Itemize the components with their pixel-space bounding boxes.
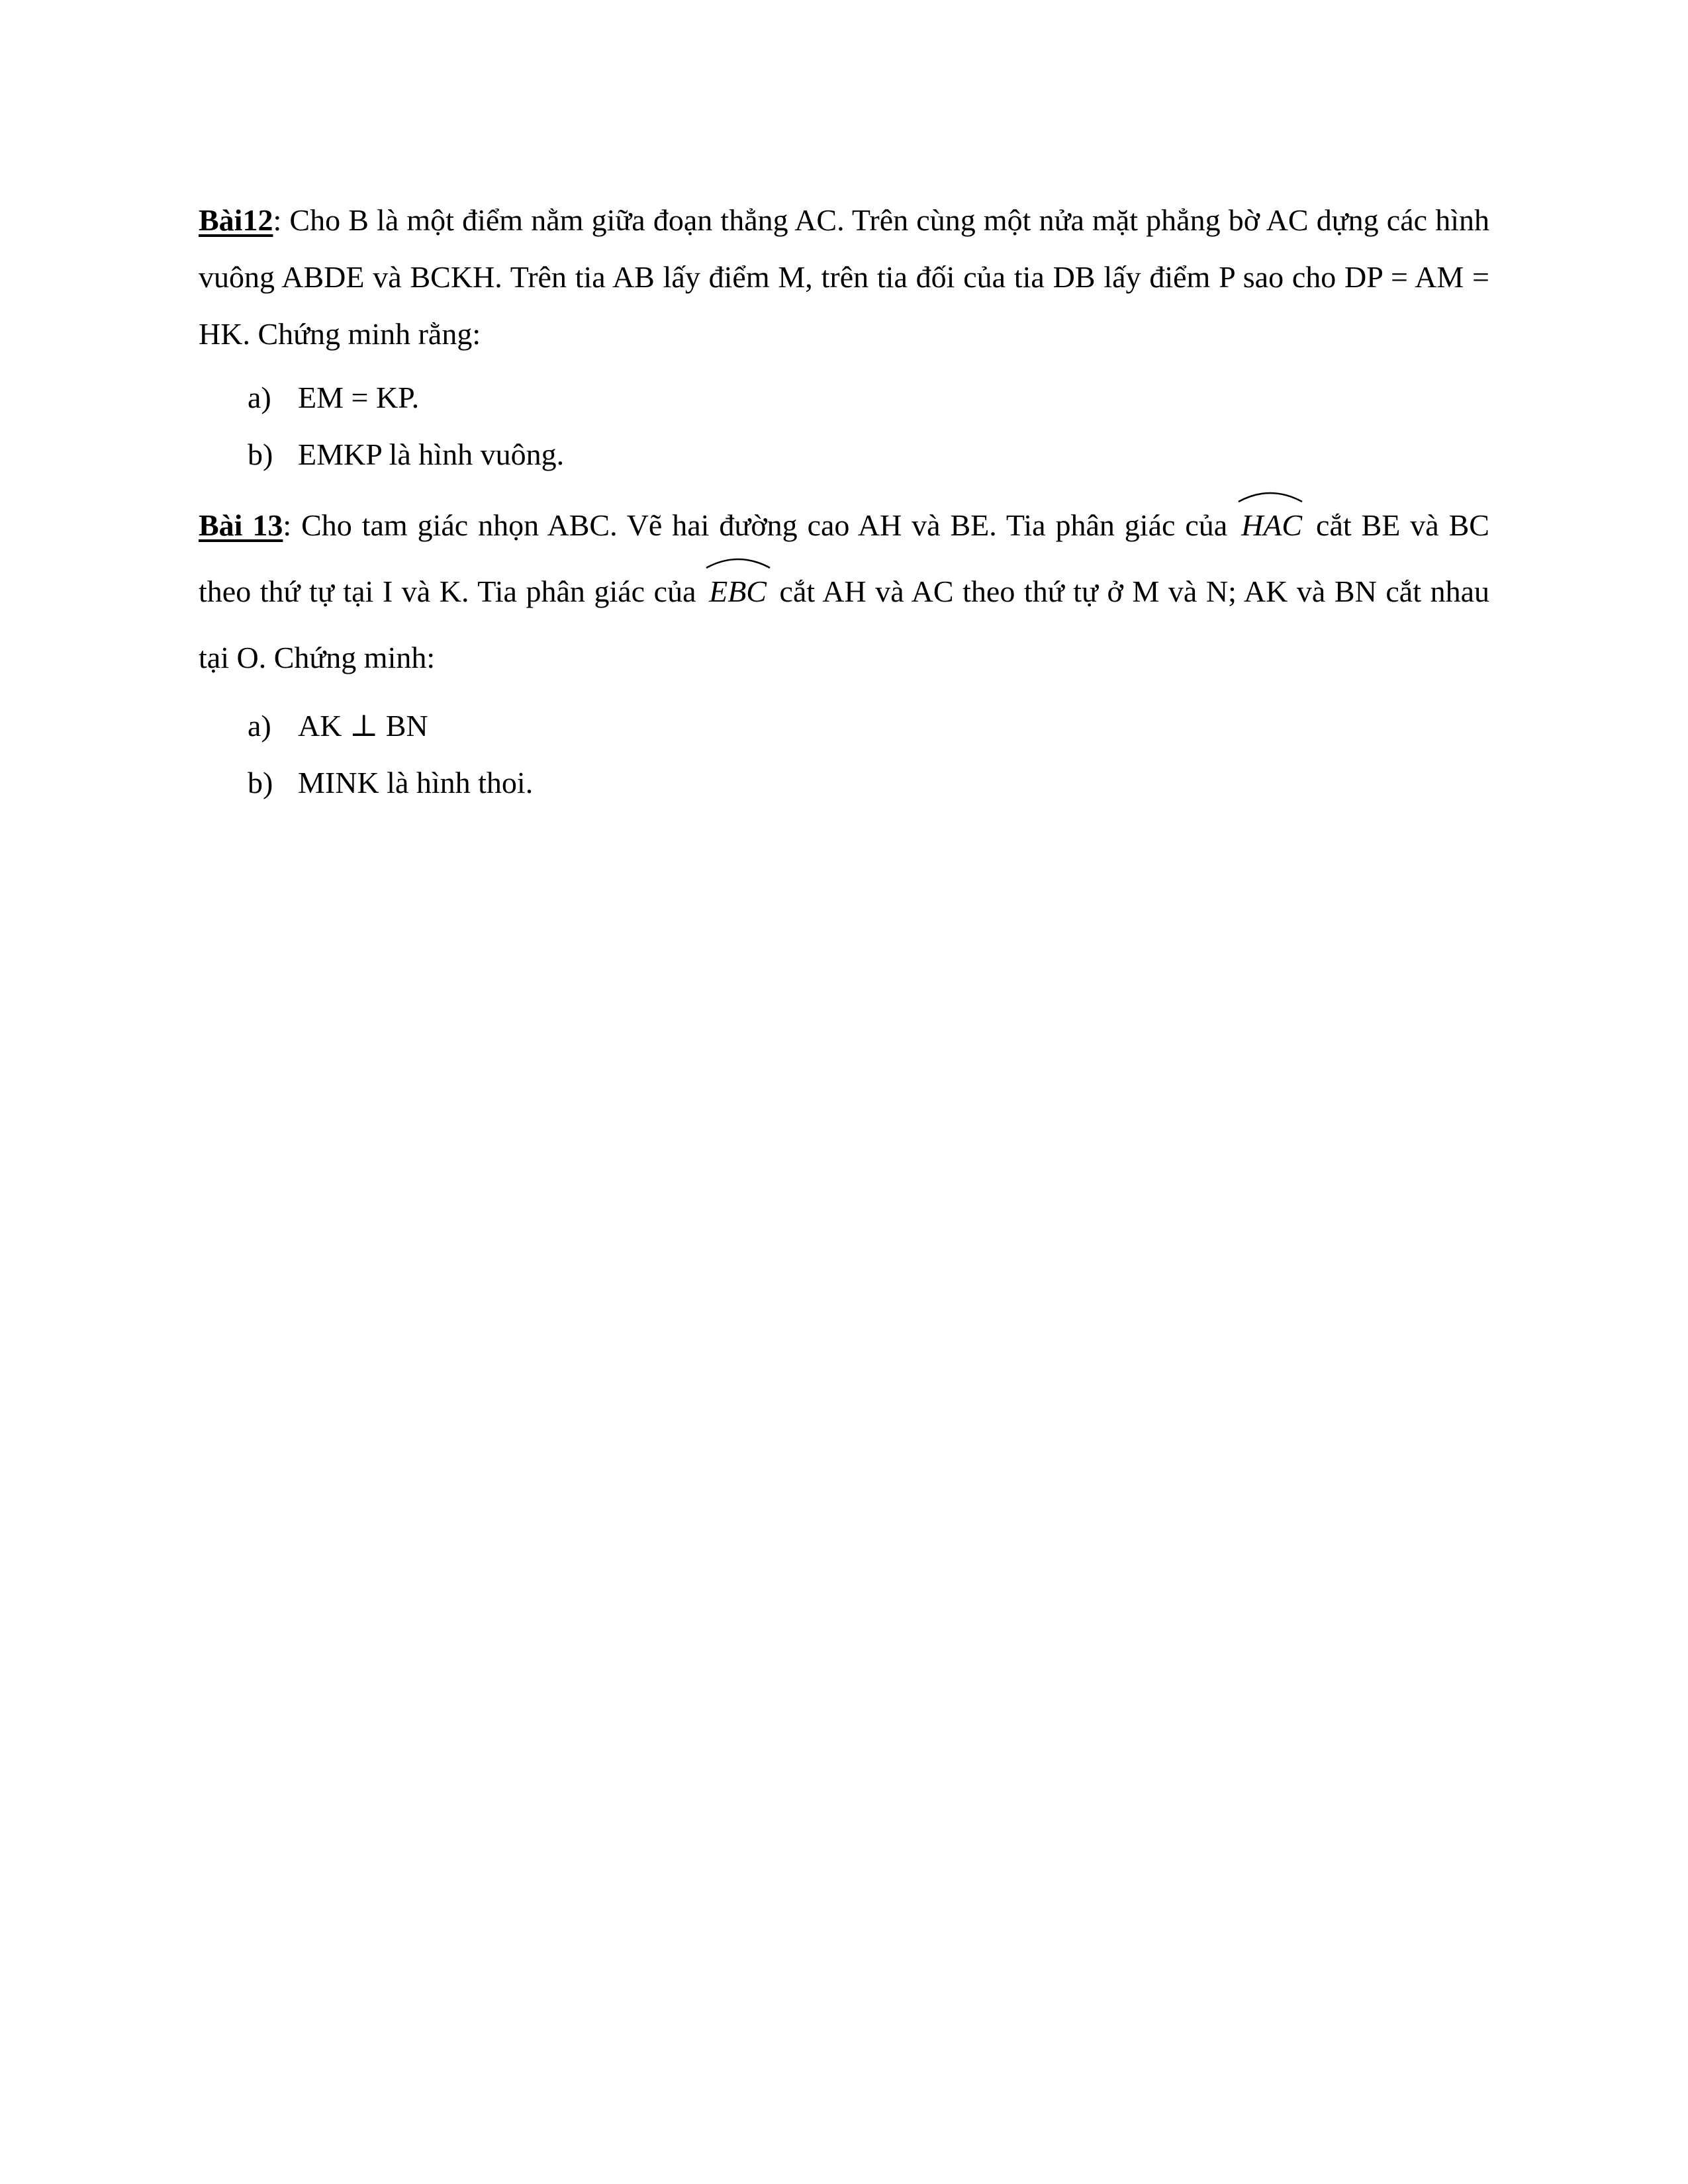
list-item-text: MINK là hình thoi.: [298, 766, 534, 799]
list-marker: b): [248, 766, 273, 799]
problem-13-heading: Bài 13: [199, 508, 283, 542]
list-item: [199, 426, 1489, 483]
problem-13-parts: [199, 698, 1489, 811]
angle-ebc-label: EBC: [709, 574, 767, 608]
list-item-text: EMKP là hình vuông.: [298, 437, 565, 471]
problem-13-statement: [199, 492, 1489, 691]
angle-arc-icon: [705, 555, 771, 569]
angle-hac: [1237, 492, 1306, 559]
list-marker: a): [248, 709, 271, 743]
list-item: [199, 369, 1489, 426]
list-item: [199, 698, 1489, 754]
problem-13-text-2: cắt BE và BC theo thứ tự tại I và K. Tia phân giác của: [199, 508, 1489, 608]
angle-hac-label: HAC: [1241, 508, 1303, 542]
problem-12-statement: [199, 192, 1489, 363]
document-page: [199, 192, 1489, 821]
problem-13-text-1: : Cho tam giác nhọn ABC. Vẽ hai đường cao AH và BE. Tia phân giác của: [283, 508, 1238, 542]
angle-arc-icon: [1237, 488, 1303, 503]
list-marker: b): [248, 437, 273, 471]
list-item-text: AK ⊥ BN: [298, 709, 428, 743]
problem-12-heading: Bài12: [199, 203, 273, 237]
problem-13-text-3: cắt AH và AC theo thứ tự ở M và N; AK và BN cắt nhau tại O. Chứng minh:: [199, 574, 1489, 674]
problem-12-text: : Cho B là một điểm nằm giữa đoạn thẳng AC. Trên cùng một nửa mặt phẳng bờ AC dựng các hình vuông ABDE và BCKH. Trên tia AB lấy điểm M, trên tia đối của tia DB lấy điểm P sao cho DP = AM = HK. Chứng minh rằng:: [199, 203, 1489, 351]
list-marker: a): [248, 381, 271, 414]
list-item-text: EM = KP.: [298, 381, 420, 414]
list-item: [199, 754, 1489, 811]
problem-12-parts: [199, 369, 1489, 483]
angle-ebc: [705, 559, 771, 625]
